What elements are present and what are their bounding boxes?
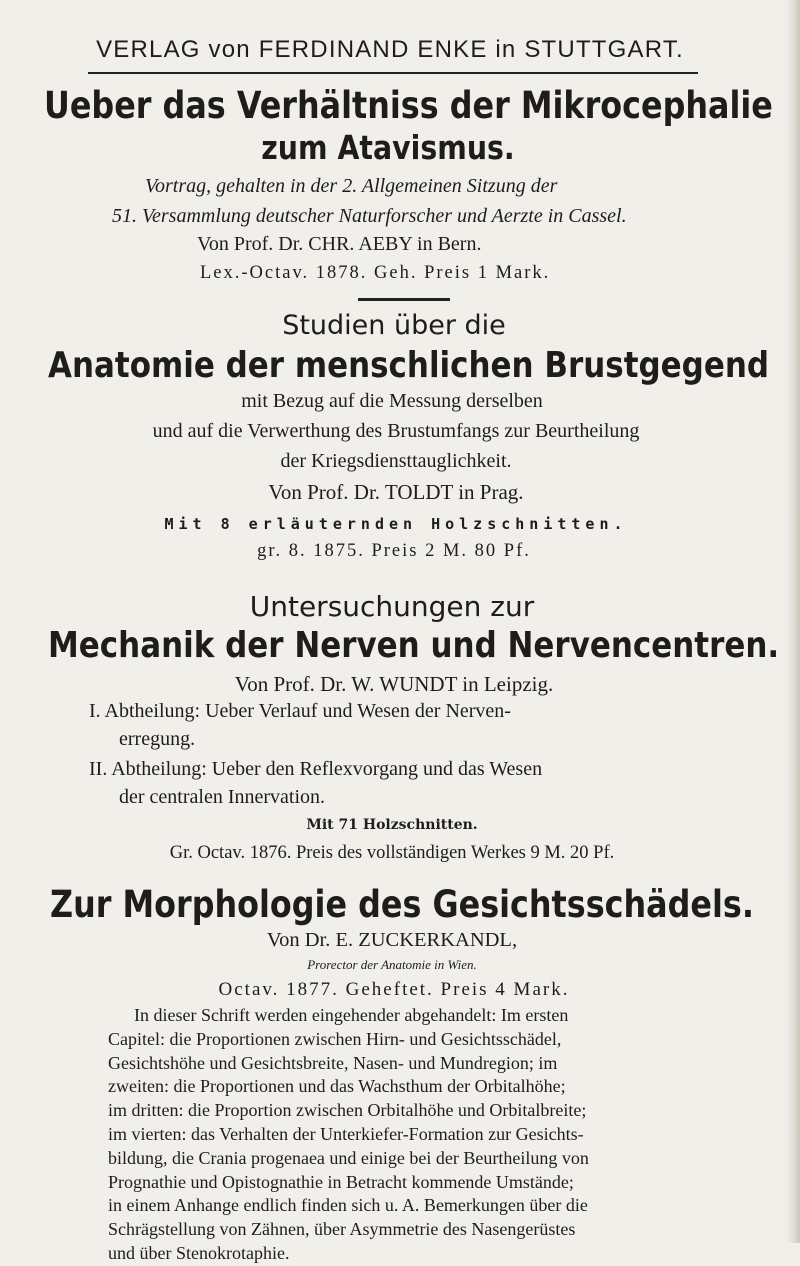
- book1-title-line2: zum Atavismus.: [261, 128, 515, 167]
- book1-title-line1: Ueber das Verhältniss der Mikrocephalie: [44, 84, 773, 127]
- book2-subtitle-line3: der Kriegsdiensttauglichkeit.: [280, 450, 512, 472]
- book2-illustrations: Mit 8 erläuternden Holzschnitten.: [164, 515, 628, 533]
- description-line: In dieser Schrift werden eingehender abgehandelt: Im ersten: [134, 1005, 569, 1025]
- book1-author: Von Prof. Dr. CHR. AEBY in Bern.: [197, 233, 482, 255]
- book2-pre-title: Studien über die: [282, 310, 506, 341]
- book2-author: Von Prof. Dr. TOLDT in Prag.: [268, 480, 524, 504]
- description-line: in einem Anhange endlich finden sich u. A. Bemerkungen über die: [108, 1195, 588, 1216]
- description-line: im vierten: das Verhalten der Unterkiefer-Formation zur Gesichts-: [108, 1123, 584, 1144]
- description-line: Capitel: die Proportionen zwischen Hirn- und Gesichtsschädel,: [108, 1028, 562, 1049]
- book2-subtitle-line2: und auf die Verwerthung des Brustumfangs zur Beurtheilung: [152, 420, 640, 442]
- book1-details: Lex.-Octav. 1878. Geh. Preis 1 Mark.: [200, 263, 551, 283]
- description-line: bildung, die Crania progenaea und einige bei der Beurtheilung von: [108, 1147, 589, 1168]
- description-line: und über Stenokrotaphie.: [108, 1242, 290, 1263]
- book1-subtitle-line2: 51. Versammlung deutscher Naturforscher und Aerzte in Cassel.: [112, 205, 627, 227]
- description-line: Prognathie und Opistognathie in Betracht kommende Umstände;: [108, 1171, 574, 1192]
- book3-part1-line2: erregung.: [119, 728, 196, 750]
- description-line: zweiten: die Proportionen und das Wachsthum der Orbitalhöhe;: [108, 1076, 566, 1097]
- description-line: Schrägstellung von Zähnen, über Asymmetrie des Nasengerüstes: [108, 1219, 576, 1240]
- header-rule: [88, 72, 698, 74]
- publisher-header: VERLAG von FERDINAND ENKE in STUTTGART.: [96, 36, 684, 63]
- book4-details: Octav. 1877. Geheftet. Preis 4 Mark.: [218, 979, 570, 1000]
- book3-title: Mechanik der Nerven und Nervencentren.: [48, 625, 780, 666]
- book4-description: [108, 1004, 720, 1266]
- divider-1: [358, 298, 450, 301]
- book3-details: Gr. Octav. 1876. Preis des vollständigen Werkes 9 M. 20 Pf.: [169, 843, 615, 863]
- book3-part2-line2: der centralen Innervation.: [119, 786, 326, 808]
- book3-illustrations: Mit 71 Holzschnitten.: [306, 817, 478, 833]
- book3-author: Von Prof. Dr. W. WUNDT in Leipzig.: [234, 672, 554, 696]
- book4-title: Zur Morphologie des Gesichtsschädels.: [50, 883, 754, 926]
- book1-subtitle-line1: Vortrag, gehalten in der 2. Allgemeinen Sitzung der: [145, 175, 558, 197]
- book3-pre-title: Untersuchungen zur: [249, 590, 535, 623]
- book2-title: Anatomie der menschlichen Brustgegend: [48, 345, 770, 386]
- book4-author-position: Prorector der Anatomie in Wien.: [307, 957, 477, 972]
- book4-author: Von Dr. E. ZUCKERKANDL,: [266, 929, 518, 951]
- book3-part2-line1: II. Abtheilung: Ueber den Reflexvorgang und das Wesen: [89, 758, 543, 780]
- book2-subtitle-line1: mit Bezug auf die Messung derselben: [241, 390, 543, 412]
- book3-part1-line1: I. Abtheilung: Ueber Verlauf und Wesen der Nerven-: [89, 700, 511, 722]
- description-line: im dritten: die Proportion zwischen Orbitalhöhe und Orbitalbreite;: [108, 1100, 587, 1121]
- description-line: Gesichtshöhe und Gesichtsbreite, Nasen- und Mundregion; im: [108, 1052, 558, 1073]
- book2-details: gr. 8. 1875. Preis 2 M. 80 Pf.: [257, 541, 531, 561]
